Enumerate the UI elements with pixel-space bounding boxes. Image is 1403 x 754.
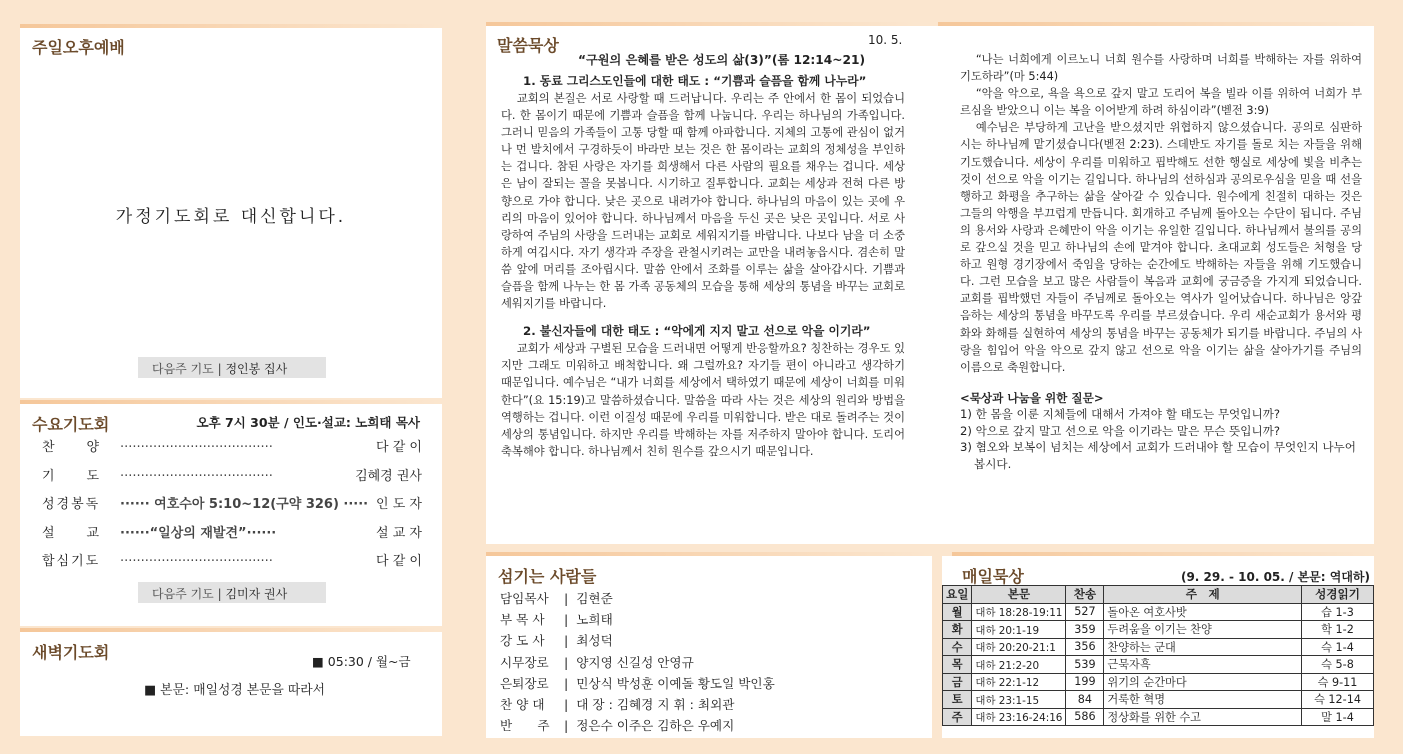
day-cell: 목: [943, 656, 972, 674]
order-row: [42, 493, 422, 512]
title-underline: [486, 552, 932, 556]
theme-cell: 위기의 순간마다: [1104, 673, 1302, 691]
reading-cell: 슥 9-11: [1302, 673, 1374, 691]
daily-header-cell: 성경읽기: [1302, 586, 1374, 604]
passage-cell: 대하 21:2-20: [972, 656, 1066, 674]
day-cell: 화: [943, 621, 972, 639]
daily-title: 매일묵상: [962, 567, 1024, 586]
server-row: [500, 588, 613, 607]
separator: |: [564, 654, 569, 670]
server-names: 정은수 이주은 김하은 우예지: [576, 718, 735, 734]
theme-cell: 찬양하는 군대: [1104, 638, 1302, 656]
order-row: [42, 522, 422, 541]
passage-cell: 대하 22:1-12: [972, 673, 1066, 691]
theme-cell: 두려움을 이기는 찬양: [1104, 621, 1302, 639]
afternoon-worship-panel: [20, 28, 442, 398]
daily-panel: [942, 556, 1374, 738]
passage-cell: 대하 20:20-21:1: [972, 638, 1066, 656]
title-underline: [20, 400, 442, 404]
server-role: 반 주: [500, 718, 550, 734]
order-value: 다 같 이: [376, 554, 422, 569]
section-heading-1: 1. 동료 그리스도인들에 대한 태도 : “기쁨과 슬픔을 함께 나누라”: [523, 74, 867, 88]
server-row: [500, 630, 613, 649]
order-detail: ·····································: [120, 440, 273, 455]
hymn-cell: 84: [1066, 691, 1104, 709]
server-role: 은퇴장로: [500, 675, 549, 691]
hymn-cell: 527: [1066, 603, 1104, 621]
quote-peter: “악을 악으로, 욕을 욕으로 갚지 말고 도리어 복을 빌라 이를 위하여 너희가 부르심을 받았으니 이는 복을 이어받게 하려 하심이라”(벧전 3:9): [960, 87, 1362, 118]
server-row: [500, 652, 694, 671]
afternoon-next-prayer: [138, 357, 326, 378]
wednesday-info: 오후 7시 30분 / 인도·설교: 노희태 목사: [196, 415, 420, 430]
server-row: [500, 673, 775, 692]
dawn-panel: [20, 632, 442, 736]
server-role: 시무장로: [500, 654, 549, 670]
questions-title: <묵상과 나눔을 위한 질문>: [960, 390, 1104, 405]
paragraph-1: 교회의 본질은 서로 사랑할 때 드러납니다. 우리는 주 안에서 한 몸이 되었습니다. 한 몸이기 때문에 기쁨과 슬픔을 함께 나눕니다. 우리는 하나님의 가족입니다. 그러니 믿음의 가족들이 고통 당할 때 함께 아파합니다. 지체의 고통에 관심이 없거나 먼 발치에서 구경하듯이 바라만 보는 것은 한 몸이라는 교회의 정체성을 부인하는 겁니다. 참된 사랑은 자기를 희생해서 다른 사람의 필요를 채우는 겁니다. 세상은 남이 잘되는 꼴을 못봅니다. 시기하고 질투합니다. 교회는 세상과 전혀 다른 방향으로 가야 합니다. 낮은 곳으로 내려가야 합니다. 하나님의 마음이 있는 곳에 우리의 마음이 있어야 합니다. 하나님께서 마음을 두신 곳은 낮은 곳입니다. 서로 사랑하여 주님의 사랑을 드러내는 교회로 세워지기를 바랍니다. 나보다 남을 더 소중하게 여깁시다. 자기 생각과 주장을 관철시키려는 교만을 내려놓읍시다. 겸손히 말씀 앞에 머리를 조아립시다. 말씀 안에서 조화를 이루는 삶을 살아갑시다. 기쁨과 슬픔을 함께 나누는 한 몸 가족 공동체의 모습을 통해 세상의 통념을 바꾸는 교회로 세워지기를 바랍니다.: [501, 92, 905, 311]
next-prayer-label: 다음주 기도 |: [152, 362, 226, 376]
order-label: 기 도: [42, 468, 102, 484]
passage-cell: 대하 23:1-15: [972, 691, 1066, 709]
section-heading-2: 2. 불신자들에 대한 태도 : “악에게 지지 말고 선으로 악을 이기라”: [523, 324, 871, 339]
day-cell: 금: [943, 673, 972, 691]
wednesday-next-prayer: [138, 582, 326, 603]
reading-cell: 학 1-2: [1302, 621, 1374, 639]
order-row: [42, 465, 422, 484]
daily-row: [943, 708, 1374, 726]
question-item: 1) 한 몸을 이룬 지체들에 대해서 가져야 할 태도는 무엇입니까?: [960, 407, 1281, 422]
daily-row: [943, 621, 1374, 639]
order-label: 성경봉독: [42, 497, 101, 512]
order-label: 설 교: [42, 525, 102, 541]
order-detail: ······“일상의 재발견”······: [120, 525, 277, 541]
theme-cell: 근묵자흑: [1104, 656, 1302, 674]
server-role: 담임목사: [500, 591, 549, 606]
server-names: 노희태: [576, 612, 613, 628]
order-label: 합심기도: [42, 554, 101, 569]
daily-table-header: [943, 586, 1374, 604]
questions-list: [960, 406, 1362, 472]
order-detail: ·····································: [120, 468, 273, 484]
reading-cell: 슥 5-8: [1302, 656, 1374, 674]
daily-header-cell: 주 제: [1104, 586, 1302, 604]
separator: |: [564, 633, 569, 649]
separator: |: [564, 591, 569, 606]
daily-row: [943, 656, 1374, 674]
reading-cell: 말 1-4: [1302, 708, 1374, 726]
daily-header-cell: 본문: [972, 586, 1066, 604]
meditation-panel: [486, 26, 1374, 544]
dawn-text: ■ 본문: 매일성경 본문을 따라서: [144, 683, 326, 698]
server-names: 김현준: [576, 591, 613, 606]
order-value: 김혜경 권사: [355, 468, 422, 484]
server-role: 강 도 사: [500, 633, 545, 649]
server-role: 부 목 사: [500, 612, 545, 628]
order-value: 인 도 자: [376, 497, 422, 512]
hymn-cell: 586: [1066, 708, 1104, 726]
daily-table: [942, 585, 1374, 726]
servers-title: 섬기는 사람들: [498, 567, 597, 586]
day-cell: 토: [943, 691, 972, 709]
server-role: 찬 양 대: [500, 697, 545, 712]
day-cell: 수: [943, 638, 972, 656]
hymn-cell: 359: [1066, 621, 1104, 639]
question-item: 2) 악으로 갚지 말고 선으로 악을 이기라는 말은 무슨 뜻입니까?: [960, 423, 1281, 438]
server-row: [500, 715, 734, 734]
order-value: 다 같 이: [376, 440, 422, 455]
meditation-left-column: [501, 72, 905, 460]
order-row: [42, 550, 422, 569]
meditation-title: 말씀묵상: [497, 36, 559, 55]
meditation-subtitle: “구원의 은혜를 받은 성도의 삶(3)”(롬 12:14~21): [578, 53, 866, 67]
daily-row: [943, 673, 1374, 691]
next-prayer-name: 정인봉 집사: [225, 362, 288, 376]
server-names: 양지영 신길성 안영규: [576, 654, 694, 670]
daily-row: [943, 638, 1374, 656]
quote-matthew: “나는 너희에게 이르노니 너희 원수를 사랑하며 너희를 박해하는 자를 위하여 기도하라”(마 5:44): [960, 53, 1362, 84]
day-cell: 주: [943, 708, 972, 726]
paragraph-2: 교회가 세상과 구별된 모습을 드러내면 어떻게 반응할까요? 칭찬하는 경우도 있지만 그래도 미워하고 배척합니다. 왜 그럴까요? 자기들 편이 아니라고 생각하기 때문입니다. 예수님은 “내가 너희를 세상에서 택하였기 때문에 세상이 너희를 미워한다”(요 15:19)고 말씀하셨습니다. 말씀을 따라 사는 것은 세상의 원리와 방법을 역행하는 겁니다. 이런 이질성 때문에 우리를 미워합니다. 받은 대로 돌려주는 것이 세상의 통념입니다. 하지만 우리를 박해하는 자를 저주하지 말아야 합니다. 도리어 축복해야 합니다. 하나님께서 친히 원수를 갚으시기 때문입니다.: [501, 342, 905, 458]
separator: |: [564, 697, 569, 712]
server-names: 최성덕: [576, 633, 613, 649]
hymn-cell: 356: [1066, 638, 1104, 656]
order-label: 찬 양: [42, 440, 102, 455]
daily-row: [943, 603, 1374, 621]
daily-range: (9. 29. - 10. 05. / 본문: 역대하): [1180, 570, 1370, 584]
title-underline: [952, 552, 1372, 556]
passage-cell: 대하 20:1-19: [972, 621, 1066, 639]
title-underline: [938, 22, 1374, 26]
meditation-date: 10. 5.: [868, 33, 903, 47]
meditation-right-column: [960, 51, 1362, 472]
next-prayer-name: 김미자 권사: [225, 587, 288, 601]
next-prayer-label: 다음주 기도 |: [152, 587, 226, 601]
day-cell: 월: [943, 603, 972, 621]
title-underline: [20, 24, 442, 28]
title-underline: [486, 22, 916, 26]
separator: |: [564, 675, 569, 691]
theme-cell: 정상화를 위한 수고: [1104, 708, 1302, 726]
paragraph-3: 예수님은 부당하게 고난을 받으셨지만 위협하지 않으셨습니다. 공의로 심판하시는 하나님께 맡기셨습니다(벧전 2:23). 스데반도 자기를 돌로 치는 자들을 위해 기도했습니다. 세상이 우리를 미워하고 핍박해도 선한 행실로 세상에 빛을 비추는 것이 선으로 악을 이기는 길입니다. 하나님의 선하심과 공의로우심을 믿을 때 선을 행하고 화평을 추구하는 삶을 살아갈 수 있습니다. 원수에게 친절히 대하는 것은 그들의 악행을 부끄럽게 만듭니다. 회개하고 주님께 돌아오는 수단이 됩니다. 주님의 용서와 사랑과 은혜만이 악을 이기는 유일한 길입니다. 하나님께서 불의를 공의로 갚으실 것을 믿고 하나님의 손에 맡겨야 합니다. 초대교회 성도들은 처형을 당하고 원형 경기장에서 죽임을 당하는 순간에도 박해하는 자들을 위해 기도했습니다. 그런 모습을 보고 많은 사람들이 복음과 교회에 궁금증을 가지게 되었습니다. 교회를 핍박했던 자들이 주님께로 돌아오는 역사가 일어났습니다. 하나님은 앙갚음하는 세상의 통념을 바꾸도록 우리를 부르셨습니다. 우리 새순교회가 용서와 평화와 화해를 실현하여 세상의 통념을 바꾸는 공동체가 되기를 바랍니다. 주님의 사랑을 힘입어 악을 악으로 갚지 않고 선으로 악을 이기는 삶을 살아가기를 주님의 이름으로 축원합니다.: [960, 121, 1362, 374]
theme-cell: 거룩한 혁명: [1104, 691, 1302, 709]
afternoon-notice: 가정기도회로 대신합니다.: [115, 207, 347, 227]
dawn-time: ■ 05:30 / 월~금: [312, 654, 411, 669]
dawn-title: 새벽기도회: [32, 643, 110, 662]
hymn-cell: 199: [1066, 673, 1104, 691]
wednesday-panel: [20, 404, 442, 626]
daily-row: [943, 691, 1374, 709]
theme-cell: 돌아온 여호사밧: [1104, 603, 1302, 621]
title-underline: [20, 628, 442, 632]
server-names: 민상식 박성훈 이예돌 황도일 박인홍: [576, 675, 775, 691]
separator: |: [564, 718, 569, 734]
reading-cell: 슥 1-4: [1302, 638, 1374, 656]
question-item: 3) 혐오와 보복이 넘치는 세상에서 교회가 드러내야 할 모습이 무엇인지 나누어 봅시다.: [960, 440, 1356, 471]
separator: |: [564, 612, 569, 628]
passage-cell: 대하 23:16-24:16: [972, 708, 1066, 726]
server-names: 대 장 : 김혜경 지 휘 : 최외관: [576, 697, 735, 712]
afternoon-worship-title: 주일오후예배: [32, 38, 125, 57]
reading-cell: 슥 12-14: [1302, 691, 1374, 709]
server-row: [500, 609, 613, 628]
server-row: [500, 694, 734, 713]
daily-header-cell: 요일: [943, 586, 972, 604]
order-row: [42, 436, 422, 455]
order-detail: ·····································: [120, 554, 273, 569]
wednesday-title: 수요기도회: [32, 415, 110, 434]
reading-cell: 습 1-3: [1302, 603, 1374, 621]
order-detail: ······ 여호수아 5:10~12(구약 326) ·····: [120, 497, 369, 512]
order-value: 설 교 자: [376, 525, 422, 541]
servers-panel: [486, 556, 932, 738]
daily-header-cell: 찬송: [1066, 586, 1104, 604]
passage-cell: 대하 18:28-19:11: [972, 603, 1066, 621]
hymn-cell: 539: [1066, 656, 1104, 674]
